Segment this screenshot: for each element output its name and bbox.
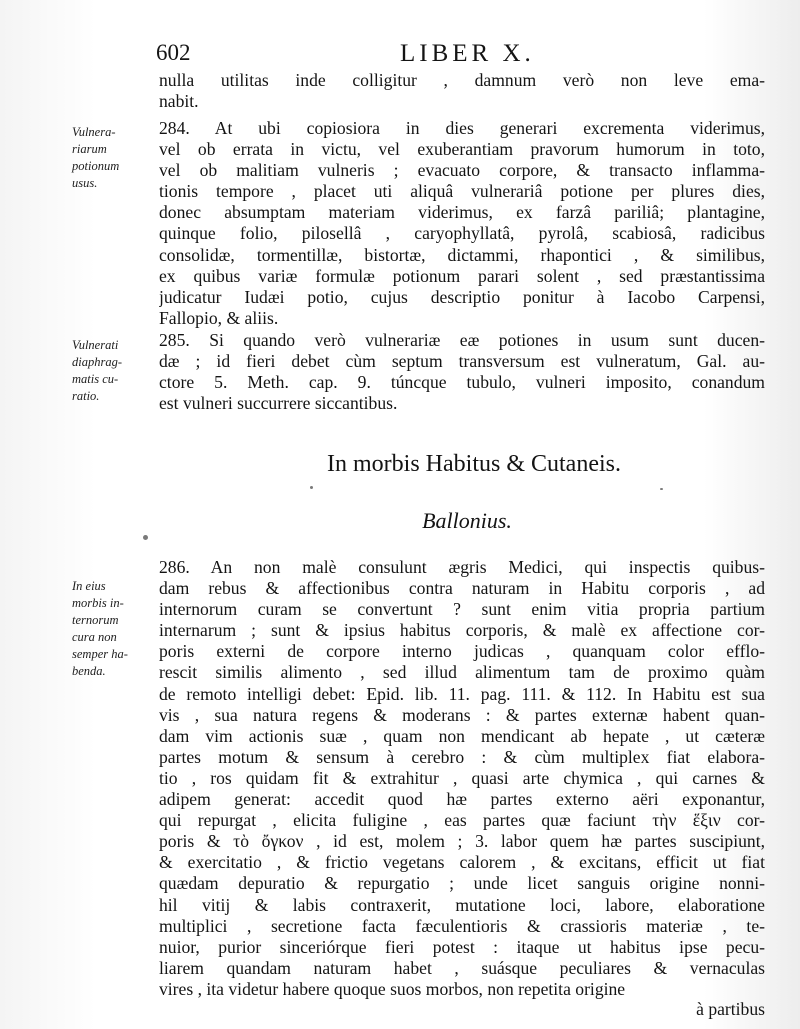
margin-note-line: benda. (72, 664, 106, 678)
paragraph-285 (159, 330, 765, 414)
margin-note-diaphragmatis (72, 337, 156, 405)
text-line: hil vitij & labis contraxerit, mutatione loci, labore, elaboratione (159, 894, 765, 915)
catchword (159, 999, 765, 1020)
margin-note-vulnerariarum (72, 124, 156, 192)
text-line: poris & τὸ ὄγκον , id est, molem ; 3. labor quem hæ partes suscipiunt, (159, 831, 765, 852)
text-line: tio , ros quidam fit & extrahitur , quasi arte chymica , qui carnes & (159, 767, 765, 788)
section-heading-text: In morbis Habitus & Cutaneis. (327, 451, 621, 477)
text-line: poris externi de corpore interno judicas , quanquam color efflo- (159, 641, 765, 662)
text-line: tionis tempore , placet uti aliquâ vulnerariâ potione per plures dies, (159, 181, 765, 202)
text-line: nulla utilitas inde colligitur , damnum verò non leve ema- (159, 70, 765, 90)
text-line: multiplici , secretione facta fæculentioris & crassioris materiæ , te- (159, 915, 765, 936)
text-line: adipem generat: accedit quod hæ partes externo aëri exponantur, (159, 789, 765, 810)
margin-note-line: matis cu- (72, 372, 119, 386)
text-line: consolidæ, tormentillæ, bistortæ, dictammi, rhapontici , & similibus, (159, 244, 765, 265)
text-line: est vulneri succurrere siccantibus. (159, 393, 398, 414)
paragraph-continuation (159, 70, 765, 112)
text-line: de remoto intelligi debet: Epid. lib. 11. pag. 111. & 112. In Habitu est sua (159, 683, 765, 704)
ink-speck (660, 488, 663, 490)
margin-note-line: potionum (72, 159, 120, 173)
text-line: nabit. (159, 91, 199, 112)
text-line: vel ob errata in victu, vel exuberantiam pravorum humorum in toto, (159, 139, 765, 160)
author-subheading (0, 508, 800, 534)
text-line: quinque folio, pilosellâ , caryophyllatâ, pyrolâ, scabiosâ, radicibus (159, 223, 765, 244)
text-line: dam rebus & affectionibus contra naturam in Habitu corporis , ad (159, 578, 765, 599)
text-line: liarem quandam naturam habet , suásque peculiares & vernaculas (159, 957, 765, 978)
text-line: vis , sua natura regens & moderans : & partes externæ habent quan- (159, 704, 765, 725)
text-line: dæ ; id fieri debet cùm septum transversum est vulneratum, Gal. au- (159, 351, 765, 372)
margin-note-line: diaphrag- (72, 355, 122, 369)
margin-note-line: semper ha- (72, 647, 128, 661)
page-number: 602 (156, 40, 191, 65)
ink-speck (310, 486, 313, 489)
text-line: internarum ; sunt & ipsius habitus corporis, & malè ex affectione cor- (159, 620, 765, 641)
text-line: donec absumptam materiam viderimus, ex farzâ pariliâ; plantagine, (159, 202, 765, 223)
text-line: 284. At ubi copiosiora in dies generari excrementa viderimus, (159, 118, 765, 138)
text-line: vires , ita videtur habere quoque suos morbos, non repetita origine (159, 978, 626, 999)
margin-note-line: cura non (72, 630, 117, 644)
text-line: nuior, purior sinceriórque fieri potest : itaque ut habitus ipse pecu- (159, 936, 765, 957)
margin-note-line: Vulnera- (72, 125, 116, 139)
text-line: internorum curam se convertunt ? sunt enim vitia propria partium (159, 599, 765, 620)
text-line: ex quibus variæ formulæ potionum parari solent , sed præstantissima (159, 265, 765, 286)
ink-speck (143, 535, 148, 540)
margin-note-line: morbis in- (72, 596, 124, 610)
text-line: quædam depuratio & repurgatio ; unde licet sanguis origine nonni- (159, 873, 765, 894)
text-line: vel ob malitiam vulneris ; evacuato corpore, & transacto inflamma- (159, 160, 765, 181)
text-line: qui repurgat , elicita fuligine , eas partes quæ faciunt τὴν ἕξιν cor- (159, 810, 765, 831)
catchword-text: à partibus (696, 999, 765, 1019)
margin-note-line: In eius (72, 579, 106, 593)
text-line: & exercitatio , & frictio vegetans calorem , & excitans, efficit ut fiat (159, 852, 765, 873)
text-line: 286. An non malè consulunt ægris Medici, qui inspectis quibus- (159, 557, 765, 577)
margin-note-line: Vulnerati (72, 338, 119, 352)
margin-note-line: riarum (72, 142, 107, 156)
running-head: LIBER X. (400, 40, 535, 67)
text-line: ctore 5. Meth. cap. 9. túncque tubulo, vulneri imposito, conandum (159, 372, 765, 393)
text-line: dam vim actionis suæ , quam non mendicant ab hepate , ut cæteræ (159, 725, 765, 746)
section-heading (0, 451, 800, 478)
author-subheading-text: Ballonius. (422, 508, 512, 533)
paragraph-284 (159, 118, 765, 329)
text-line: 285. Si quando verò vulnerariæ eæ potiones in usum sunt ducen- (159, 330, 765, 350)
margin-note-line: usus. (72, 176, 98, 190)
text-line: rescit similis alimento , sed illud alimentum tam de proximo quàm (159, 662, 765, 683)
margin-note-line: ratio. (72, 389, 100, 403)
margin-note-in-eius-morbis (72, 578, 156, 680)
paragraph-286 (159, 557, 765, 1000)
margin-note-line: ternorum (72, 613, 119, 627)
page-header (156, 40, 766, 74)
text-line: partes motum & sensum à cerebro : & cùm multiplex fiat elabora- (159, 746, 765, 767)
text-line: Fallopio, & aliis. (159, 307, 279, 328)
text-line: judicatur Iudæi potio, cujus descriptio ponitur à Iacobo Carpensi, (159, 286, 765, 307)
